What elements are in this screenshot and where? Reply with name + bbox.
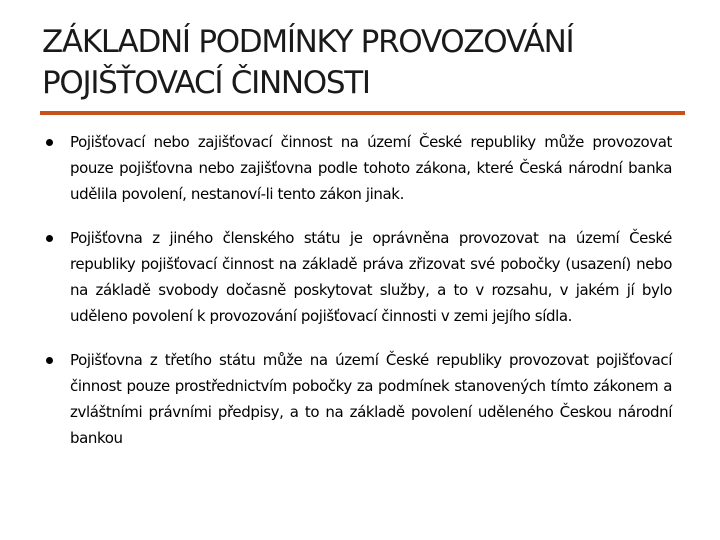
bullet-text: Pojišťovna z třetího státu může na území České republiky provozovat pojišťovací činnost pouze prostřednictvím pobočky za podmínek stanovených tímto zákonem a zvláštními právními předpisy, a to na základě povolení uděleného Českou národní bankou bbox=[70, 351, 672, 447]
slide-title-line-2: POJIŠŤOVACÍ ČINNOSTI bbox=[42, 65, 370, 101]
bullet-item-2 bbox=[40, 225, 672, 329]
bullet-text: Pojišťovací nebo zajišťovací činnost na území České republiky může provozovat pouze pojišťovna nebo zajišťovna podle tohoto zákona, které Česká národní banka udělila povolení, nestanoví-li tento zákon jinak. bbox=[70, 133, 672, 203]
title-underline-divider bbox=[40, 111, 685, 115]
bullet-dot-icon bbox=[46, 235, 53, 242]
bullet-item-1 bbox=[40, 129, 672, 207]
bullet-item-3 bbox=[40, 347, 672, 451]
bullet-text: Pojišťovna z jiného členského státu je oprávněna provozovat na území České republiky pojišťovací činnost na základě práva zřizovat své pobočky (usazení) nebo na základě svobody dočasně poskytovat služby, a to v rozsahu, v jakém jí bylo uděleno povolení k provozování pojišťovací činnosti v zemi jejího sídla. bbox=[70, 229, 672, 325]
slide-title-line-1: ZÁKLADNÍ PODMÍNKY PROVOZOVÁNÍ bbox=[42, 24, 574, 60]
slide-title bbox=[42, 22, 682, 104]
bullet-dot-icon bbox=[46, 357, 53, 364]
bullet-dot-icon bbox=[46, 139, 53, 146]
bullet-list bbox=[40, 129, 672, 469]
